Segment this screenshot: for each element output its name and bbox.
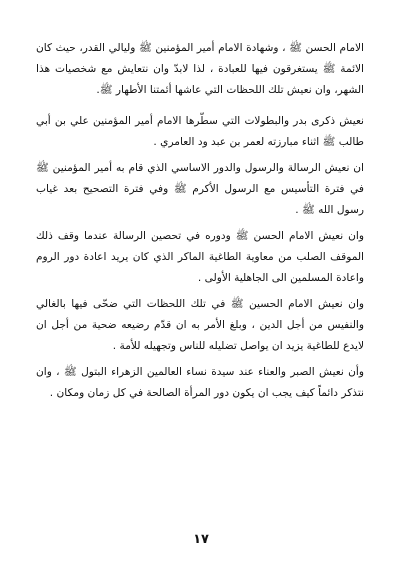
paragraph-3: ان نعيش الرسالة والرسول والدور الاساسي الذي قام به أمير المؤمنين ﷺ في فترة التأسيس مع الرسول الأكرم ﷺ وفي فترة التصحيح بعد غياب رسول الله ﷺ .: [36, 162, 364, 216]
paragraph-6: وأن نعيش الصبر والعناء عند سيدة نساء العالمين الزهراء البتول ﷺ ، وان نتذكر دائماً كيف يجب ان يكون دور المرأة الصالحة في كل زمان ومكان .: [36, 366, 364, 399]
body-text: [36, 38, 364, 409]
paragraph-2: نعيش ذكرى بدر والبطولات التي سطّرها الامام أمير المؤمنين علي بن أبي طالب ﷺ اثناء مبارزته لعمر بن عبد ود العامري .: [36, 115, 364, 148]
paragraph-4: وان نعيش الامام الحسن ﷺ ودوره في تحصين الرسالة عندما وقف ذلك الموقف الصلب من معاوية الطاغية الماكر الذي كان يريد اعادة دور الروم واعادة المسلمين الى الجاهلية الأولى .: [36, 230, 364, 284]
paragraph-1: الامام الحسن ﷺ ، وشهادة الامام أمير المؤمنين ﷺ وليالي القدر، حيث كان الائمة ﷺ يستغرقون فيها للعبادة ، لذا لابدّ وان نتعايش مع شخصيات هذا الشهر، وان نعيش تلك اللحظات التي عاشها أئمتنا الأطهار ﷺ.: [36, 42, 364, 96]
paragraph-5: وان نعيش الامام الحسين ﷺ في تلك اللحظات التي ضحّى فيها بالغالي والنفيس من أجل الدين ، وبلغ الأمر به ان قدّم رضيعه ضحية من أجل ان لايدع للطاغية يزيد ان يواصل تضليله للناس وتجهيله للأمة .: [36, 298, 364, 352]
page-number: ١٧: [193, 532, 209, 547]
